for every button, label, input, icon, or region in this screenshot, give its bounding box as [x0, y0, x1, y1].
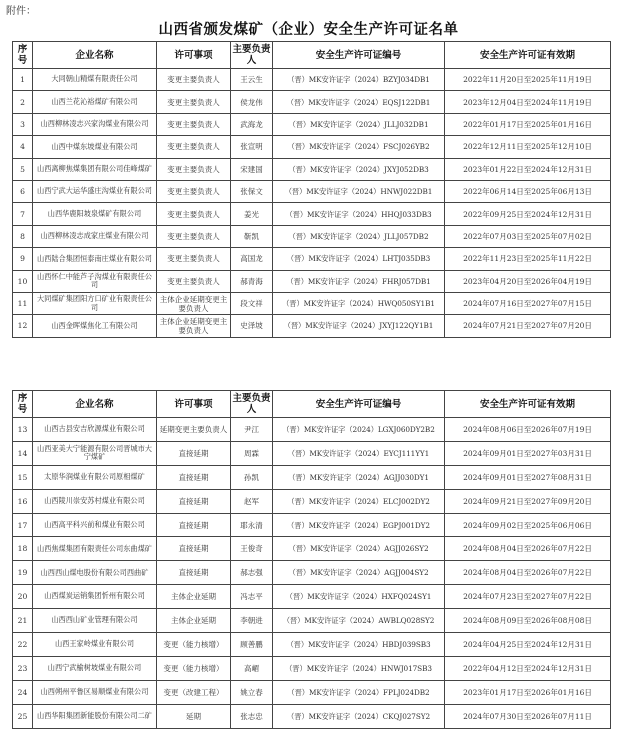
license-cell: （晋）MK安许证字（2024）JXYJ122QY1B1 — [273, 315, 445, 337]
seq-cell: 6 — [13, 180, 33, 202]
validity-cell: 2024年09月02日至2025年06月06日 — [445, 513, 611, 537]
table-row — [13, 537, 611, 561]
item-cell: 变更（能力核增） — [157, 656, 231, 680]
validity-cell: 2024年09月01日至2027年08月31日 — [445, 465, 611, 489]
seq-cell: 9 — [13, 248, 33, 270]
company-cell: 山西陵川崇安苏村煤业有限公司 — [33, 489, 157, 513]
validity-cell: 2024年07月21日至2027年07月20日 — [445, 315, 611, 337]
seq-cell: 1 — [13, 69, 33, 91]
table-row — [13, 158, 611, 180]
person-cell: 王云生 — [231, 69, 273, 91]
license-cell: （晋）MK安许证字（2024）EGPJ001DY2 — [273, 513, 445, 537]
person-cell: 靳凯 — [231, 225, 273, 247]
company-cell: 山西兰花沁裕煤矿有限公司 — [33, 91, 157, 113]
table-row — [13, 315, 611, 337]
seq-cell: 7 — [13, 203, 33, 225]
validity-cell: 2022年09月25日至2024年12月31日 — [445, 203, 611, 225]
seq-cell: 13 — [13, 418, 33, 442]
table-row — [13, 513, 611, 537]
license-cell: （晋）MK安许证字（2024）HNWJ022DB1 — [273, 180, 445, 202]
header-validity: 安全生产许可证有效期 — [445, 42, 611, 69]
validity-cell: 2024年08月04日至2026年07月22日 — [445, 537, 611, 561]
company-cell: 山西陆合集团恒泰南庄煤业有限公司 — [33, 248, 157, 270]
license-cell: （晋）MK安许证字（2024）CKQJ027SY2 — [273, 704, 445, 728]
table-row — [13, 418, 611, 442]
validity-cell: 2024年08月06日至2026年07月19日 — [445, 418, 611, 442]
item-cell: 变更主要负责人 — [157, 69, 231, 91]
person-cell: 顾善鹏 — [231, 633, 273, 657]
table-row — [13, 656, 611, 680]
header-company: 企业名称 — [33, 391, 157, 418]
validity-cell: 2023年01月22日至2024年12月31日 — [445, 158, 611, 180]
company-cell: 山西朔州平鲁区易顺煤业有限公司 — [33, 680, 157, 704]
validity-cell: 2024年04月25日至2024年12月31日 — [445, 633, 611, 657]
item-cell: 直接延期 — [157, 561, 231, 585]
seq-cell: 20 — [13, 585, 33, 609]
person-cell: 王俊奇 — [231, 537, 273, 561]
license-cell: （晋）MK安许证字（2024）HWQ050SY1B1 — [273, 292, 445, 314]
header-seq: 序号 — [13, 391, 33, 418]
table-row — [13, 203, 611, 225]
item-cell: 主体企业延期变更主要负责人 — [157, 315, 231, 337]
item-cell: 变更主要负责人 — [157, 136, 231, 158]
seq-cell: 18 — [13, 537, 33, 561]
item-cell: 直接延期 — [157, 465, 231, 489]
table-header-row — [13, 391, 611, 418]
person-cell: 姚立春 — [231, 680, 273, 704]
seq-cell: 8 — [13, 225, 33, 247]
table-row — [13, 113, 611, 135]
table-header-row — [13, 42, 611, 69]
header-person: 主要负责人 — [231, 42, 273, 69]
table-row — [13, 609, 611, 633]
seq-cell: 21 — [13, 609, 33, 633]
seq-cell: 5 — [13, 158, 33, 180]
person-cell: 李朝进 — [231, 609, 273, 633]
license-cell: （晋）MK安许证字（2024）FHRJ057DB1 — [273, 270, 445, 292]
person-cell: 宋建国 — [231, 158, 273, 180]
company-cell: 山西宁武榆树坡煤业有限公司 — [33, 656, 157, 680]
license-cell: （晋）MK安许证字（2024）LHTJ035DB3 — [273, 248, 445, 270]
company-cell: 山西焦煤集团有限责任公司东曲煤矿 — [33, 537, 157, 561]
license-cell: （晋）MK安许证字（2024）ELCJ002DY2 — [273, 489, 445, 513]
license-cell: （晋）MK安许证字（2024）HBDJ039SB3 — [273, 633, 445, 657]
item-cell: 主体企业延期 — [157, 585, 231, 609]
table-row — [13, 585, 611, 609]
item-cell: 直接延期 — [157, 441, 231, 465]
company-cell: 山西西山煤电股份有限公司西曲矿 — [33, 561, 157, 585]
table-row — [13, 69, 611, 91]
validity-cell: 2022年12月11日至2025年12月10日 — [445, 136, 611, 158]
person-cell: 耶永清 — [231, 513, 273, 537]
license-cell: （晋）MK安许证字（2024）LGXJ060DY2B2 — [273, 418, 445, 442]
item-cell: 变更主要负责人 — [157, 113, 231, 135]
person-cell: 张保文 — [231, 180, 273, 202]
item-cell: 直接延期 — [157, 489, 231, 513]
validity-cell: 2024年08月09日至2026年08月08日 — [445, 609, 611, 633]
item-cell: 变更主要负责人 — [157, 270, 231, 292]
person-cell: 段文祥 — [231, 292, 273, 314]
license-cell: （晋）MK安许证字（2024）AGJJ004SY2 — [273, 561, 445, 585]
table-row — [13, 225, 611, 247]
license-cell: （晋）MK安许证字（2024）JXYJ052DB3 — [273, 158, 445, 180]
company-cell: 山西华鹿阳坡泉煤矿有限公司 — [33, 203, 157, 225]
person-cell: 高国龙 — [231, 248, 273, 270]
license-cell: （晋）MK安许证字（2024）AWBLQ028SY2 — [273, 609, 445, 633]
license-cell: （晋）MK安许证字（2024）HNWJ017SB3 — [273, 656, 445, 680]
person-cell: 郝青海 — [231, 270, 273, 292]
license-cell: （晋）MK安许证字（2024）EYCJ111YY1 — [273, 441, 445, 465]
seq-cell: 14 — [13, 441, 33, 465]
license-cell: （晋）MK安许证字（2024）FSCJ026YB2 — [273, 136, 445, 158]
person-cell: 侯龙伟 — [231, 91, 273, 113]
item-cell: 变更主要负责人 — [157, 180, 231, 202]
item-cell: 变更主要负责人 — [157, 248, 231, 270]
seq-cell: 25 — [13, 704, 33, 728]
company-cell: 山西王家岭煤业有限公司 — [33, 633, 157, 657]
validity-cell: 2023年04月20日至2026年04月19日 — [445, 270, 611, 292]
validity-cell: 2022年11月20日至2025年11月19日 — [445, 69, 611, 91]
company-cell: 山西煤炭运销集团忻州有限公司 — [33, 585, 157, 609]
license-cell: （晋）MK安许证字（2024）AGJJ030DY1 — [273, 465, 445, 489]
header-item: 许可事项 — [157, 42, 231, 69]
license-cell: （晋）MK安许证字（2024）BZYJ034DB1 — [273, 69, 445, 91]
validity-cell: 2022年01月17日至2025年01月16日 — [445, 113, 611, 135]
license-cell: （晋）MK安许证字（2024）JLLJ032DB1 — [273, 113, 445, 135]
item-cell: 变更主要负责人 — [157, 158, 231, 180]
item-cell: 延期 — [157, 704, 231, 728]
item-cell: 变更（能力核增） — [157, 633, 231, 657]
company-cell: 山西古县安吉欣源煤业有限公司 — [33, 418, 157, 442]
item-cell: 主体企业延期 — [157, 609, 231, 633]
person-cell: 武海龙 — [231, 113, 273, 135]
license-cell: （晋）MK安许证字（2024）HHQJ033DB3 — [273, 203, 445, 225]
validity-cell: 2024年07月30日至2026年07月11日 — [445, 704, 611, 728]
license-cell: （晋）MK安许证字（2024）EQSJ122DB1 — [273, 91, 445, 113]
header-company: 企业名称 — [33, 42, 157, 69]
person-cell: 赵军 — [231, 489, 273, 513]
table-row — [13, 248, 611, 270]
table-row — [13, 561, 611, 585]
table-row — [13, 270, 611, 292]
person-cell: 张宣明 — [231, 136, 273, 158]
license-cell: （晋）MK安许证字（2024）HXFQ024SY1 — [273, 585, 445, 609]
item-cell: 变更主要负责人 — [157, 203, 231, 225]
page-title: 山西省颁发煤矿（企业）安全生产许可证名单 — [158, 22, 459, 38]
validity-cell: 2024年09月01日至2027年03月31日 — [445, 441, 611, 465]
table-row — [13, 292, 611, 314]
validity-cell: 2024年07月16日至2027年07月15日 — [445, 292, 611, 314]
header-item: 许可事项 — [157, 391, 231, 418]
seq-cell: 10 — [13, 270, 33, 292]
person-cell: 冯志平 — [231, 585, 273, 609]
seq-cell: 16 — [13, 489, 33, 513]
validity-cell: 2022年06月14日至2025年06月13日 — [445, 180, 611, 202]
person-cell: 尹江 — [231, 418, 273, 442]
header-license: 安全生产许可证编号 — [273, 42, 445, 69]
table-row — [13, 465, 611, 489]
seq-cell: 24 — [13, 680, 33, 704]
person-cell: 张志忠 — [231, 704, 273, 728]
seq-cell: 23 — [13, 656, 33, 680]
validity-cell: 2022年04月12日至2024年12月31日 — [445, 656, 611, 680]
company-cell: 山西西山矿业管理有限公司 — [33, 609, 157, 633]
seq-cell: 19 — [13, 561, 33, 585]
table-row — [13, 91, 611, 113]
license-cell: （晋）MK安许证字（2024）AGJJ026SY2 — [273, 537, 445, 561]
validity-cell: 2024年07月23日至2027年07月22日 — [445, 585, 611, 609]
company-cell: 大同煤矿集团阳方口矿业有限责任公司 — [33, 292, 157, 314]
validity-cell: 2023年12月04日至2024年11月19日 — [445, 91, 611, 113]
table-row — [13, 136, 611, 158]
item-cell: 变更（改建工程） — [157, 680, 231, 704]
company-cell: 山西亚美大宁能源有限公司晋城市大宁煤矿 — [33, 441, 157, 465]
table-row — [13, 180, 611, 202]
seq-cell: 2 — [13, 91, 33, 113]
company-cell: 山西怀仁中能芦子沟煤业有限责任公司 — [33, 270, 157, 292]
seq-cell: 3 — [13, 113, 33, 135]
license-table-2 — [12, 390, 611, 729]
item-cell: 变更主要负责人 — [157, 225, 231, 247]
company-cell: 山西中煤东坡煤业有限公司 — [33, 136, 157, 158]
item-cell: 直接延期 — [157, 537, 231, 561]
person-cell: 姜光 — [231, 203, 273, 225]
company-cell: 山西柳林凌志兴家沟煤业有限公司 — [33, 113, 157, 135]
person-cell: 史泽坡 — [231, 315, 273, 337]
item-cell: 变更主要负责人 — [157, 91, 231, 113]
validity-cell: 2022年07月03日至2025年07月02日 — [445, 225, 611, 247]
seq-cell: 12 — [13, 315, 33, 337]
license-cell: （晋）MK安许证字（2024）JLLJ057DB2 — [273, 225, 445, 247]
validity-cell: 2024年09月21日至2027年09月20日 — [445, 489, 611, 513]
person-cell: 孙凯 — [231, 465, 273, 489]
company-cell: 大同朝山精煤有限责任公司 — [33, 69, 157, 91]
company-cell: 山西宁武大运华盛庄沟煤业有限公司 — [33, 180, 157, 202]
seq-cell: 17 — [13, 513, 33, 537]
license-table-1 — [12, 41, 611, 338]
company-cell: 山西柳林凌志成家庄煤业有限公司 — [33, 225, 157, 247]
seq-cell: 15 — [13, 465, 33, 489]
item-cell: 直接延期 — [157, 513, 231, 537]
table-row — [13, 680, 611, 704]
license-cell: （晋）MK安许证字（2024）FPLJ024DB2 — [273, 680, 445, 704]
header-person: 主要负责人 — [231, 391, 273, 418]
validity-cell: 2023年01月17日至2026年01月16日 — [445, 680, 611, 704]
seq-cell: 4 — [13, 136, 33, 158]
seq-cell: 22 — [13, 633, 33, 657]
attachment-label: 附件： — [6, 6, 36, 17]
validity-cell: 2024年08月04日至2026年07月22日 — [445, 561, 611, 585]
item-cell: 延期变更主要负责人 — [157, 418, 231, 442]
header-validity: 安全生产许可证有效期 — [445, 391, 611, 418]
company-cell: 太原华润煤业有限公司原相煤矿 — [33, 465, 157, 489]
validity-cell: 2022年11月23日至2025年11月22日 — [445, 248, 611, 270]
item-cell: 主体企业延期变更主要负责人 — [157, 292, 231, 314]
header-license: 安全生产许可证编号 — [273, 391, 445, 418]
header-seq: 序号 — [13, 42, 33, 69]
table-row — [13, 633, 611, 657]
company-cell: 山西金晖煤焦化工有限公司 — [33, 315, 157, 337]
person-cell: 周霖 — [231, 441, 273, 465]
company-cell: 山西华阳集团新能股份有限公司二矿 — [33, 704, 157, 728]
company-cell: 山西离柳焦煤集团有限公司佳峰煤矿 — [33, 158, 157, 180]
table-row — [13, 441, 611, 465]
person-cell: 高嵋 — [231, 656, 273, 680]
person-cell: 郝志强 — [231, 561, 273, 585]
table-row — [13, 704, 611, 728]
seq-cell: 11 — [13, 292, 33, 314]
table-row — [13, 489, 611, 513]
company-cell: 山西高平科兴前和煤业有限公司 — [33, 513, 157, 537]
